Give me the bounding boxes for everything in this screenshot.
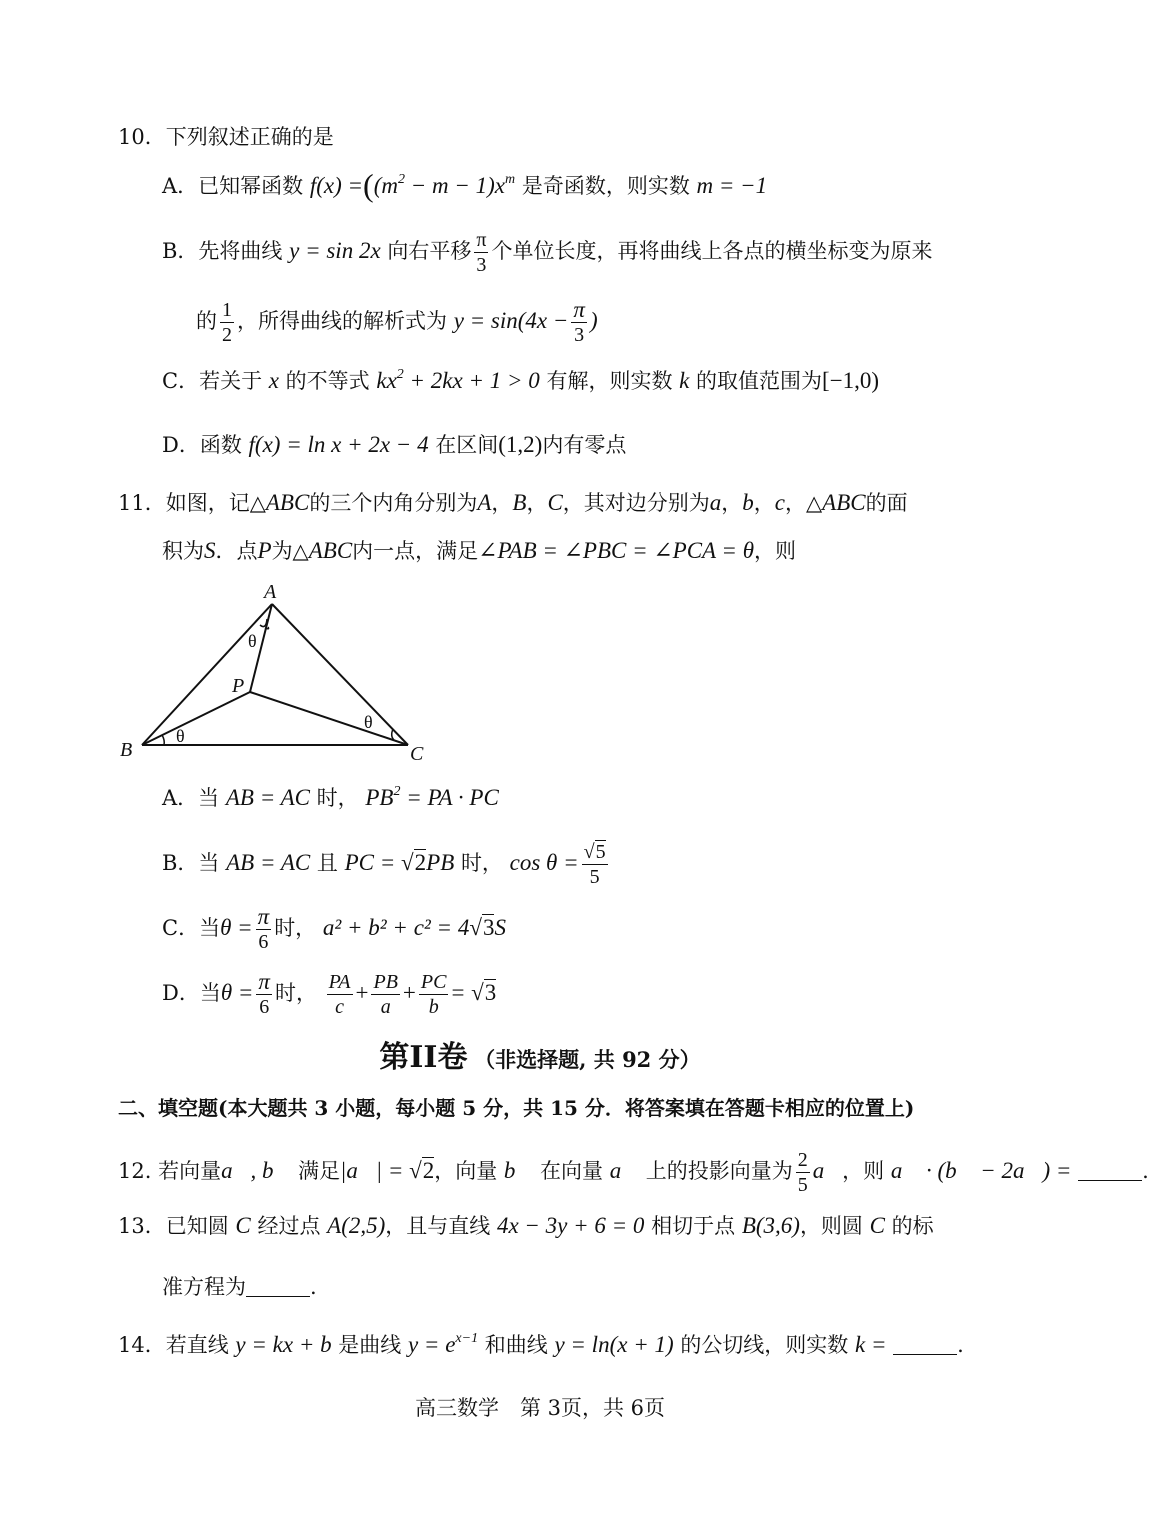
q12: 12. 若向量a⃗, b⃗ 满足|a⃗| = √2，向量 b⃗ 在向量 a⃗ 上的投影向量为 $\frac{2}{5}$ a⃗，则 a⃗ · (b⃗ − 2a⃗) = . (118, 1149, 1149, 1196)
q10-option-d: D．函数 f(x) = ln x + 2x − 4 在区间(1,2)内有零点 (162, 432, 627, 457)
q10-option-a: A．已知幂函数 $f(x) =((m^2 - m - 1)x^m$ 是奇函数，则实数 m = −1 (162, 167, 768, 203)
q10-stem: 10．下列叙述正确的是 (118, 125, 334, 149)
angle-arc-b (162, 735, 164, 745)
answer-blank-13[interactable] (246, 1278, 310, 1297)
segment-pb (142, 692, 250, 745)
side-ab (142, 604, 272, 745)
q11-stem-line1: 11．如图，记△ABC的三个内角分别为A，B，C，其对边分别为a，b，c，△ABC的面 (118, 490, 908, 515)
fraction-1-2: $\frac{1}{2}$ (222, 299, 232, 346)
side-ac (272, 604, 408, 745)
triangle-figure (110, 578, 450, 768)
angle-arc-a2 (260, 619, 267, 627)
q14: 14．若直线 y = kx + b 是曲线 $y = e^{x-1}$ 和曲线 y = ln(x + 1) 的公切线，则实数 k = . (118, 1331, 964, 1357)
answer-blank-12[interactable] (1078, 1162, 1142, 1181)
page-footer: 高三数学 第 3页，共 6页 (414, 1396, 666, 1420)
q10-option-b: B．先将曲线 y = sin 2x 向右平移 $\frac{\pi}{3}$ 个单位长度，再将曲线上各点的横坐标变为原来 (162, 229, 933, 276)
q10-option-c: C．若关于 x 的不等式 $kx^2 + 2kx + 1 > 0$ 有解，则实数 k 的取值范围为[−1,0) (162, 367, 880, 393)
q13-line2: 准方程为 . (162, 1275, 317, 1299)
label-b: B (120, 739, 133, 761)
part2-title: 第II卷 （非选择题, 共 92 分） (379, 1040, 701, 1075)
q11-option-a: A．当 AB = AC 时， $PB^2$ = PA · PC (162, 784, 499, 810)
q11-option-d: D．当θ = $\frac{\pi}{6}$ 时， $\frac{PA}{c}$ + $\frac{PB}{a}$ + $\frac{PC}{b}$ = √3 (162, 969, 497, 1018)
theta-a: θ (248, 631, 257, 651)
q10-option-b-cont: 的 $\frac{1}{2}$ ，所得曲线的解析式为 y = sin(4x − $\frac{\pi}{3}$ ) (196, 297, 598, 346)
fraction-pi-3: $\frac{\pi}{3}$ (476, 229, 487, 276)
label-c: C (410, 743, 424, 765)
q11-option-b: B．当 AB = AC 且 PC = √2PB 时， cos θ = $\frac{√5}{5}$ (162, 841, 606, 888)
theta-c: θ (364, 712, 373, 732)
section2-heading: 二、填空题(本大题共 3 小题，每小题 5 分，共 15 分．将答案填在答题卡相应的位置上) (118, 1096, 915, 1120)
answer-blank-14[interactable] (893, 1336, 957, 1355)
label-p: P (232, 675, 245, 697)
theta-b: θ (176, 726, 185, 746)
segment-pc (250, 692, 408, 745)
q11-stem-line2: 积为S．点P为△ABC内一点，满足∠PAB = ∠PBC = ∠PCA = θ，则 (162, 538, 796, 563)
label-a: A (264, 581, 277, 603)
q11-option-c: C．当θ = $\frac{\pi}{6}$ 时， a² + b² + c² = 4√3S (162, 904, 506, 953)
q13-line1: 13．已知圆 C 经过点 A(2,5)，且与直线 4x − 3y + 6 = 0 相切于点 B(3,6)，则圆 C 的标 (118, 1213, 934, 1238)
